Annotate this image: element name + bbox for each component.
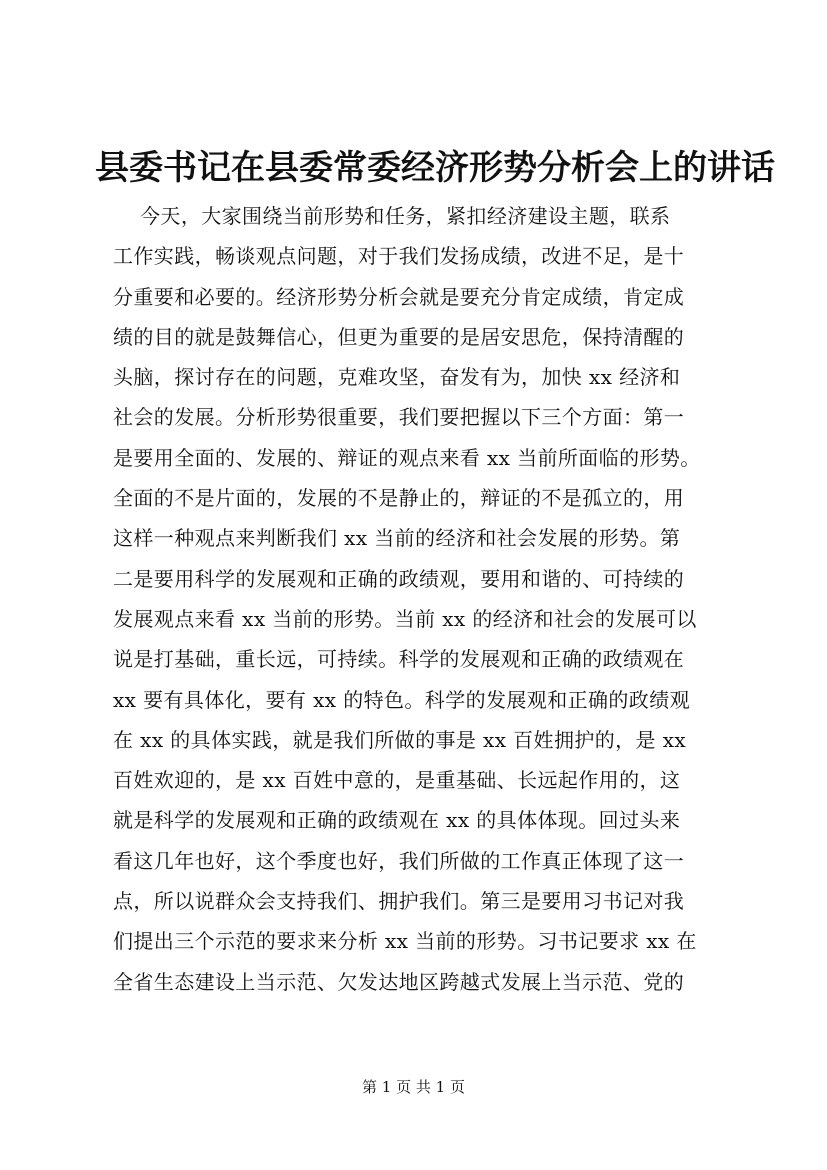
- body-line: 是要用全面的、发展的、辩证的观点来看 xx 当前所面临的形势。: [113, 445, 701, 470]
- page-number-footer: 第 1 页 共 1 页: [362, 1078, 465, 1096]
- body-line: 看这几年也好，这个季度也好，我们所做的工作真正体现了这一: [113, 848, 685, 873]
- body-line: 全省生态建设上当示范、欠发达地区跨越式发展上当示范、党的: [113, 969, 685, 994]
- body-line: 二是要用科学的发展观和正确的政绩观，要用和谐的、可持续的: [113, 566, 685, 591]
- body-line: 全面的不是片面的，发展的不是静止的，辩证的不是孤立的，用: [113, 486, 685, 511]
- document-body: [113, 196, 733, 1002]
- body-line: 工作实践，畅谈观点问题，对于我们发扬成绩，改进不足，是十: [113, 244, 685, 269]
- body-line: 发展观点来看 xx 当前的形势。当前 xx 的经济和社会的发展可以: [113, 606, 697, 631]
- body-line: 点，所以说群众会支持我们、拥护我们。第三是要用习书记对我: [113, 889, 685, 914]
- body-line: 今天，大家围绕当前形势和任务，紧扣经济建设主题，联系: [113, 204, 671, 228]
- body-line: xx 要有具体化，要有 xx 的特色。科学的发展观和正确的政绩观: [113, 687, 690, 712]
- body-line: 说是打基础，重长远，可持续。科学的发展观和正确的政绩观在: [113, 647, 685, 672]
- body-line: 绩的目的就是鼓舞信心，但更为重要的是居安思危，保持清醒的: [113, 324, 685, 349]
- body-line: 在 xx 的具体实践，就是我们所做的事是 xx 百姓拥护的，是 xx: [113, 727, 687, 752]
- body-line: 社会的发展。分析形势很重要，我们要把握以下三个方面：第一: [113, 405, 685, 430]
- body-line: 分重要和必要的。经济形势分析会就是要充分肯定成绩，肯定成: [113, 284, 685, 309]
- body-line: 就是科学的发展观和正确的政绩观在 xx 的具体体现。回过头来: [113, 808, 681, 833]
- page-title: 县委书记在县委常委经济形势分析会上的讲话: [95, 148, 775, 188]
- body-line: 们提出三个示范的要求来分析 xx 当前的形势。习书记要求 xx 在: [113, 929, 697, 954]
- body-line: 百姓欢迎的，是 xx 百姓中意的，是重基础、长远起作用的，这: [113, 768, 681, 793]
- body-line: 这样一种观点来判断我们 xx 当前的经济和社会发展的形势。第: [113, 526, 681, 551]
- body-line: 头脑，探讨存在的问题，克难攻坚，奋发有为，加快 xx 经济和: [113, 365, 681, 390]
